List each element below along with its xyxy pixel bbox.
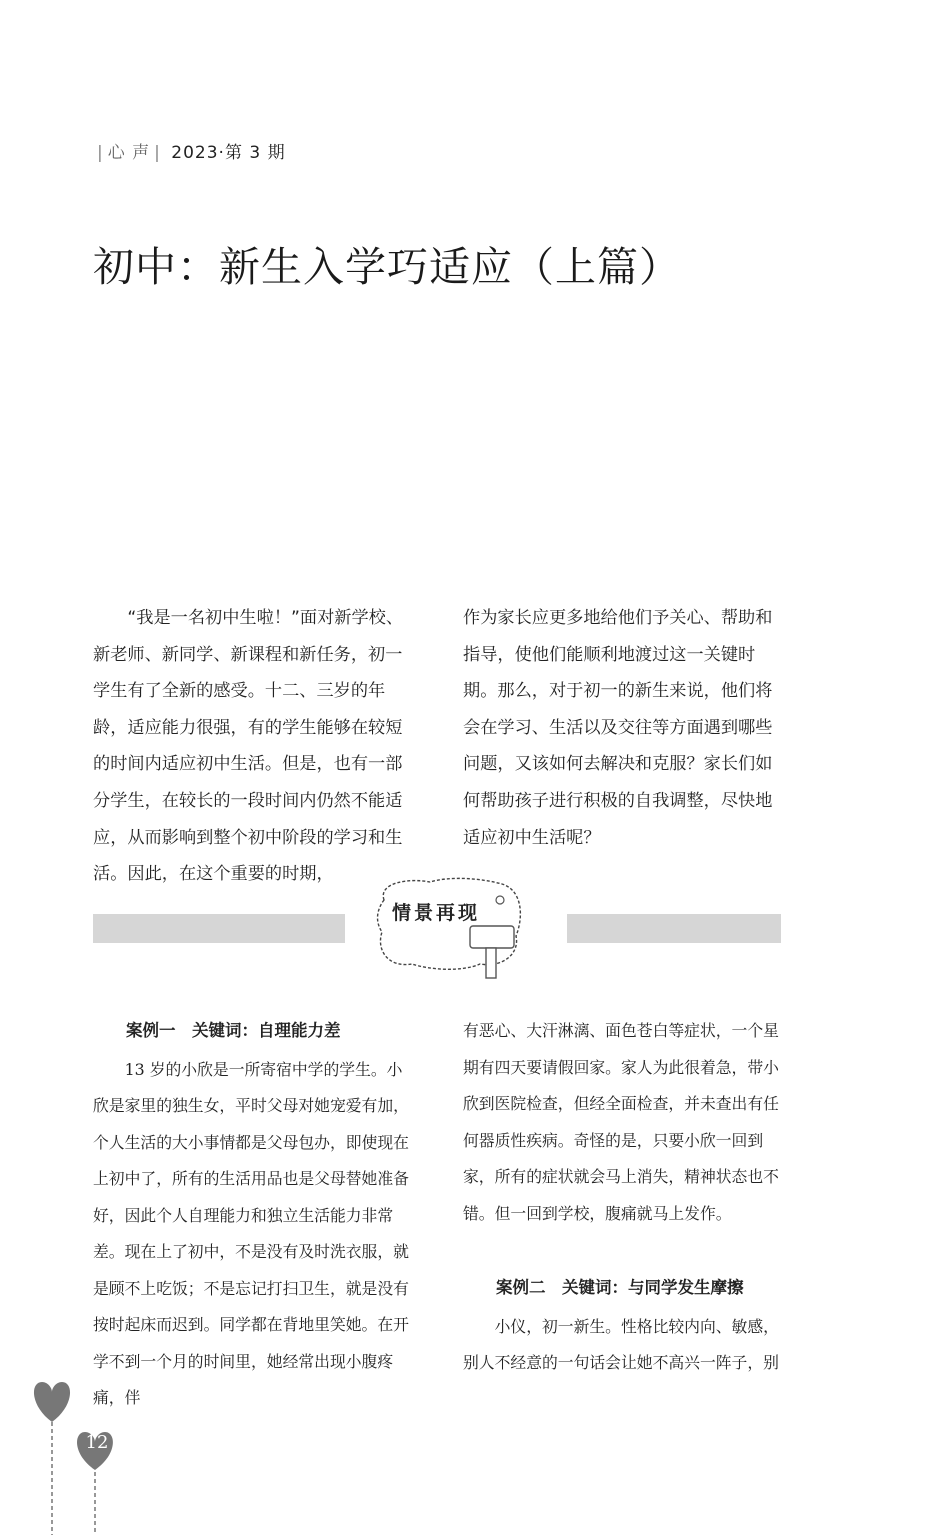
case2-paragraph: 小仪，初一新生。性格比较内向、敏感，别人不经意的一句话会让她不高兴一阵子，别 <box>463 1316 779 1372</box>
case2-column <box>463 1270 781 1382</box>
case2-heading: 案例二 关键词：与同学发生摩擦 <box>496 1278 744 1297</box>
divider-bar-right <box>567 914 781 943</box>
case1-paragraph-continued: 有恶心、大汗淋漓、面色苍白等症状，一个星期有四天要请假回家。家人为此很着急，带小欣到医院检查，但经全面检查，并未查出有任何器质性疾病。奇怪的是，只要小欣一回到家，所有的症状就会马上消失，精神状态也不错。但一回到学校，腹痛就马上发作。 <box>463 1021 779 1223</box>
case1-right-column <box>463 1013 781 1232</box>
page-number: 12 <box>85 1432 109 1453</box>
signpost-icon <box>370 876 530 986</box>
section-label: 心 声 <box>107 143 151 163</box>
heart-icon <box>0 1370 140 1535</box>
case1-heading: 案例一 关键词：自理能力差 <box>126 1021 341 1040</box>
intro-left-column <box>93 600 411 893</box>
case1-left-column <box>93 1013 411 1417</box>
case1-paragraph: 13 岁的小欣是一所寄宿中学的学生。小欣是家里的独生女，平时父母对她宠爱有加，个人生活的大小事情都是父母包办，即使现在上初中了，所有的生活用品也是父母替她准备好，因此个人自理能力和独立生活能力非常差。现在上了初中，不是没有及时洗衣服，就是顾不上吃饭；不是忘记打扫卫生，就是没有按时起床而迟到。同学都在背地里笑她。在开学不到一个月的时间里，她经常出现小腹疼痛，伴 <box>93 1059 409 1407</box>
intro-paragraph-continued: 作为家长应更多地给他们予关心、帮助和指导，使他们能顺利地渡过这一关键时期。那么，对于初一的新生来说，他们将会在学习、生活以及交往等方面遇到哪些问题，又该如何去解决和克服？家长们如何帮助孩子进行积极的自我调整，尽快地适应初中生活呢？ <box>463 608 773 848</box>
issue-label: 2023·第 3 期 <box>171 143 286 163</box>
section-badge-label: 情景再现 <box>392 902 481 924</box>
divider-bar-left <box>93 914 345 943</box>
article-title: 初中：新生入学巧适应（上篇） <box>93 243 681 291</box>
intro-paragraph: “我是一名初中生啦！”面对新学校、新老师、新同学、新课程和新任务，初一学生有了全新的感受。十二、三岁的年龄，适应能力很强，有的学生能够在较短的时间内适应初中生活。但是，也有一部分学生，在较长的一段时间内仍然不能适应，从而影响到整个初中阶段的学习和生活。因此，在这个重要的时期， <box>93 608 404 885</box>
running-head: | 心 声 | 2023·第 3 期 <box>97 143 286 163</box>
intro-right-column <box>463 600 781 856</box>
